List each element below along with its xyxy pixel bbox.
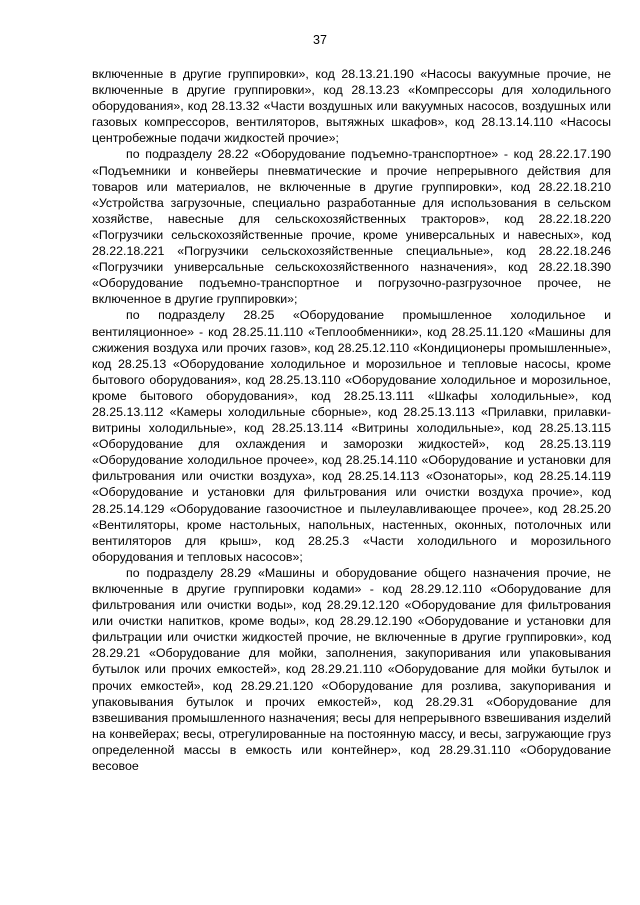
document-body xyxy=(92,66,611,774)
paragraph-continuation: включенные в другие группировки», код 28.13.21.190 «Насосы вакуумные прочие, не включенные в другие группировки», код 28.13.23 «Компрессоры для холодильного оборудования», код 28.13.32 «Части воздушных или вакуумных насосов, воздушных или газовых компрессоров, вентиляторов, вытяжных шкафов», код 28.13.14.110 «Насосы центробежные подачи жидкостей прочие»; xyxy=(92,67,611,146)
paragraph-subsection-28-29: по подразделу 28.29 «Машины и оборудование общего назначения прочие, не включенные в другие группировки кодами» - код 28.29.12.110 «Оборудование для фильтрования или очистки воды», код 28.29.12.120 «Оборудование для фильтрования или очистки напитков, кроме воды», код 28.29.12.190 «Оборудование и установки для фильтрации или очистки жидкостей прочие, не включенные в другие группировки», код 28.29.21 «Оборудование для мойки, заполнения, закупоривания или упаковывания бутылок или прочих емкостей», код 28.29.21.110 «Оборудование для мойки бутылок и прочих емкостей», код 28.29.21.120 «Оборудование для розлива, закупоривания и упаковывания бутылок и прочих емкостей», код 28.29.31 «Оборудование для взвешивания промышленного назначения; весы для непрерывного взвешивания изделий на конвейерах; весы, отрегулированные на постоянную массу, и весы, загружающие груз определенной массы в емкость или контейнер», код 28.29.31.110 «Оборудование весовое xyxy=(92,565,611,774)
paragraph-subsection-28-25: по подразделу 28.25 «Оборудование промышленное холодильное и вентиляционное» - код 28.25.11.110 «Теплообменники», код 28.25.11.120 «Машины для сжижения воздуха или прочих газов», код 28.25.12.110 «Кондиционеры промышленные», код 28.25.13 «Оборудование холодильное и морозильное и тепловые насосы, кроме бытового оборудования», код 28.25.13.110 «Оборудование холодильное и морозильное, кроме бытового оборудования», код 28.25.13.111 «Шкафы холодильные», код 28.25.13.112 «Камеры холодильные сборные», код 28.25.13.113 «Прилавки, прилавки-витрины холодильные», код 28.25.13.114 «Витрины холодильные», код 28.25.13.115 «Оборудование для охлаждения и заморозки жидкостей», код 28.25.13.119 «Оборудование холодильное прочее», код 28.25.14.110 «Оборудование и установки для фильтрования или очистки воздуха», код 28.25.14.113 «Озонаторы», код 28.25.14.119 «Оборудование и установки для фильтрования или очистки воздуха прочие», код 28.25.14.129 «Оборудование газоочистное и пылеулавливающее прочее», код 28.25.20 «Вентиляторы, кроме настольных, напольных, настенных, оконных, потолочных или вентиляторов для крыш», код 28.25.3 «Части холодильного и морозильного оборудования и тепловых насосов»; xyxy=(92,308,611,564)
page-number: 37 xyxy=(313,33,327,47)
paragraph-subsection-28-22: по подразделу 28.22 «Оборудование подъемно-транспортное» - код 28.22.17.190 «Подъемники и конвейеры пневматические и прочие непрерывного действия для товаров или материалов, не включенные в другие группировки», код 28.22.18.210 «Устройства загрузочные, специально разработанные для использования в сельском хозяйстве, навесные для сельскохозяйственных тракторов», код 28.22.18.220 «Погрузчики сельскохозяйственные прочие, кроме универсальных и навесных», код 28.22.18.221 «Погрузчики сельскохозяйственные специальные», код 28.22.18.246 «Погрузчики универсальные сельскохозяйственного назначения», код 28.22.18.390 «Оборудование подъемно-транспортное и погрузочно-разгрузочное прочее, не включенное в другие группировки»; xyxy=(92,147,611,307)
